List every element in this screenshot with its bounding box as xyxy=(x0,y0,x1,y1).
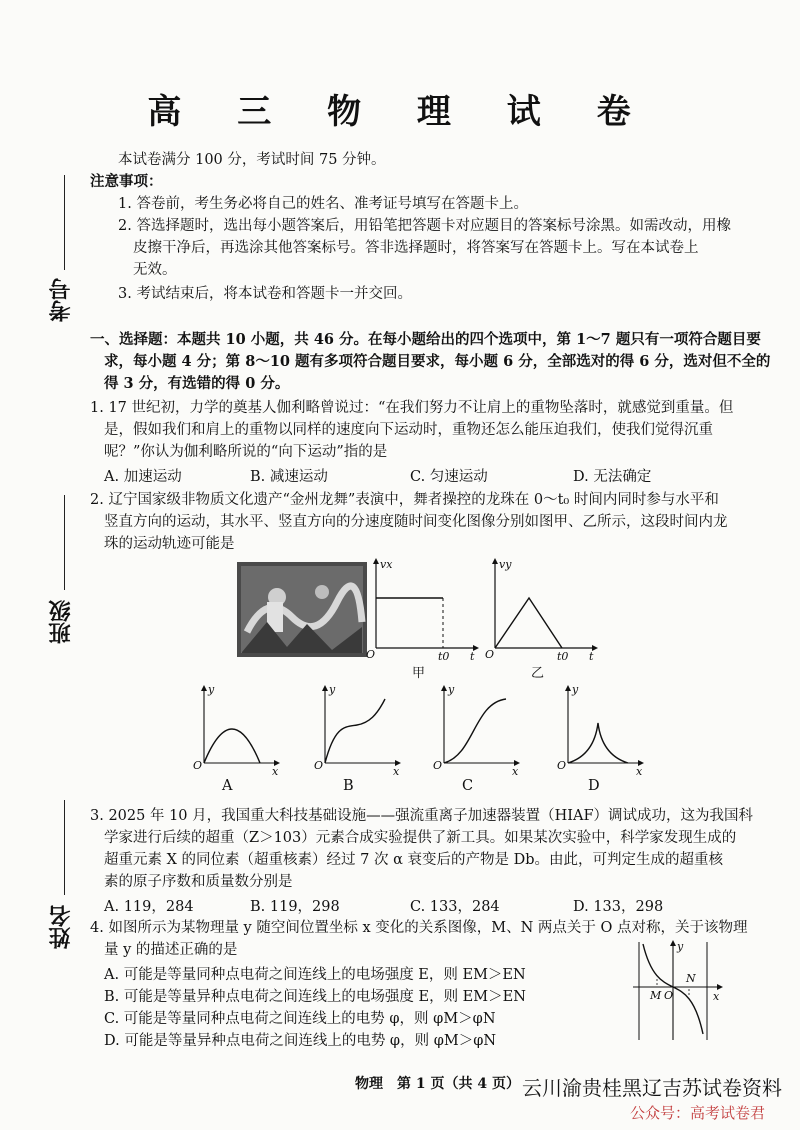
notice-item: 1. 答卷前，考生务必将自己的姓名、准考证号填写在答题卡上。 xyxy=(118,196,528,212)
question-1-text: 是，假如我们和肩上的重物以同样的速度向下运动时，重物还怎么能压迫我们，使我们觉得沉重 xyxy=(104,422,713,438)
question-1-text: 1. 17 世纪初，力学的奠基人伽利略曾说过：“在我们努力不让肩上的重物坠落时，就感觉到重量。但 xyxy=(90,400,734,416)
watermark-line-2: 公众号：高考试卷君 xyxy=(630,1104,766,1122)
c-origin-label: O xyxy=(433,759,443,772)
intro-text: 本试卷满分 100 分，考试时间 75 分钟。 xyxy=(118,152,386,168)
question-4-text: 4. 如图所示为某物理量 y 随空间位置坐标 x 变化的关系图像，M、N 两点关于 O 点对称，关于该物理 xyxy=(90,920,748,936)
d-x-label: x xyxy=(636,765,643,778)
jia-origin-label: O xyxy=(366,648,376,661)
question-2-text: 珠的运动轨迹可能是 xyxy=(104,536,235,552)
exam-no-label: 考号 xyxy=(48,278,74,322)
q4-o-label: O xyxy=(664,989,674,1002)
q1-option-b: B. 减速运动 xyxy=(250,469,328,485)
yi-t-label: t xyxy=(589,650,594,663)
trajectory-d xyxy=(557,683,643,778)
b-origin-label: O xyxy=(314,759,324,772)
page-footer: 物理 第 1 页（共 4 页） xyxy=(355,1076,520,1092)
watermark-line-1: 云川渝贵桂黑辽吉苏试卷资料 xyxy=(522,1076,782,1100)
b-y-label: y xyxy=(329,683,336,696)
question-3-text: 3. 2025 年 10 月，我国重大科技基础设施——强流重离子加速器装置（HIAF）调试成功，这为我国科 xyxy=(90,808,754,824)
d-origin-label: O xyxy=(557,759,567,772)
q1-option-a: A. 加速运动 xyxy=(104,469,182,485)
jia-t0-label: t0 xyxy=(438,650,450,663)
q2-option-a: A xyxy=(222,778,233,794)
section-heading: 一、选择题：本题共 10 小题，共 46 分。在每小题给出的四个选项中，第 1～7 题只有一项符合题目要 xyxy=(90,331,761,348)
q1-option-d: D. 无法确定 xyxy=(573,469,652,485)
binding-line-bottom xyxy=(64,800,65,895)
a-x-label: x xyxy=(272,765,279,778)
section-heading: 求，每小题 4 分；第 8～10 题有多项符合题目要求，每小题 6 分，全部选对的得 6 分，选对但不全的 xyxy=(104,353,771,370)
q3-option-d: D. 133，298 xyxy=(573,899,664,915)
page-title: 高 三 物 理 试 卷 xyxy=(147,92,653,132)
q2-option-c: C xyxy=(462,778,474,794)
a-y-label: y xyxy=(208,683,215,696)
figure-jia-label: 甲 xyxy=(412,666,426,681)
question-2-text: 2. 辽宁国家级非物质文化遗产“金州龙舞”表演中，舞者操控的龙珠在 0～t₀ 时间内同时参与水平和 xyxy=(90,492,719,508)
yi-origin-label: O xyxy=(485,648,495,661)
b-x-label: x xyxy=(393,765,400,778)
q1-option-c: C. 匀速运动 xyxy=(410,469,488,485)
q2-option-b: B xyxy=(343,778,354,794)
q3-option-b: B. 119，298 xyxy=(250,899,340,915)
notice-heading: 注意事项： xyxy=(90,173,163,190)
q3-option-c: C. 133，284 xyxy=(410,899,500,915)
q4-option-c: C. 可能是等量同种点电荷之间连线上的电势 φ，则 φM＞φN xyxy=(104,1011,496,1027)
q4-option-b: B. 可能是等量异种点电荷之间连线上的电场强度 E，则 EM＞EN xyxy=(104,989,526,1005)
yi-vy-label: vy xyxy=(499,558,512,571)
question-2-text: 竖直方向的运动，其水平、竖直方向的分速度随时间变化图像分别如图甲、乙所示，这段时间内龙 xyxy=(104,514,728,530)
q4-n-label: N xyxy=(686,972,696,985)
trajectory-c xyxy=(433,683,519,778)
class-label: 班级 xyxy=(48,600,74,644)
d-y-label: y xyxy=(572,683,579,696)
question-3-text: 超重元素 X 的同位素（超重核素）经过 7 次 α 衰变后的产物是 Db。由此，可判定生成的超重核 xyxy=(104,852,724,868)
jia-t-label: t xyxy=(470,650,475,663)
q4-option-a: A. 可能是等量同种点电荷之间连线上的电场强度 E，则 EM＞EN xyxy=(104,967,526,983)
trajectory-a xyxy=(193,683,279,778)
notice-item: 2. 答选择题时，选出每小题答案后，用铅笔把答题卡对应题目的答案标号涂黑。如需改动，用橡 xyxy=(118,218,731,234)
graph-yi xyxy=(485,558,597,663)
q2-option-d: D xyxy=(588,778,600,794)
q4-x-label: x xyxy=(713,990,720,1003)
figure-yi-label: 乙 xyxy=(531,666,545,681)
notice-item: 无效。 xyxy=(133,262,177,278)
name-label: 姓名 xyxy=(48,905,74,949)
trajectory-b xyxy=(314,683,400,778)
q4-option-d: D. 可能是等量异种点电荷之间连线上的电势 φ，则 φM＞φN xyxy=(104,1033,497,1049)
binding-line-middle xyxy=(64,495,65,590)
notice-item: 皮擦干净后，再选涂其他答案标号。答非选择题时，将答案写在答题卡上。写在本试卷上 xyxy=(133,240,699,256)
q4-m-label: M xyxy=(650,989,662,1002)
graph-jia xyxy=(366,558,478,663)
section-heading: 得 3 分，有选错的得 0 分。 xyxy=(104,375,290,392)
q4-y-label: y xyxy=(677,940,684,953)
a-origin-label: O xyxy=(193,759,203,772)
q4-graph xyxy=(633,942,723,1042)
question-3-text: 学家进行后续的超重（Z＞103）元素合成实验提供了新工具。如果某次实验中，科学家发现生成的 xyxy=(104,830,737,846)
jia-vx-label: vx xyxy=(380,558,393,571)
dragon-dance-photo xyxy=(237,562,367,657)
question-4-text: 量 y 的描述正确的是 xyxy=(104,942,238,958)
q3-option-a: A. 119，284 xyxy=(104,899,194,915)
question-3-text: 素的原子序数和质量数分别是 xyxy=(104,874,293,890)
question-1-text: 呢？”你认为伽利略所说的“向下运动”指的是 xyxy=(104,444,388,460)
notice-item: 3. 考试结束后，将本试卷和答题卡一并交回。 xyxy=(118,286,412,302)
yi-t0-label: t0 xyxy=(557,650,569,663)
c-x-label: x xyxy=(512,765,519,778)
binding-line-top xyxy=(64,175,65,270)
c-y-label: y xyxy=(448,683,455,696)
